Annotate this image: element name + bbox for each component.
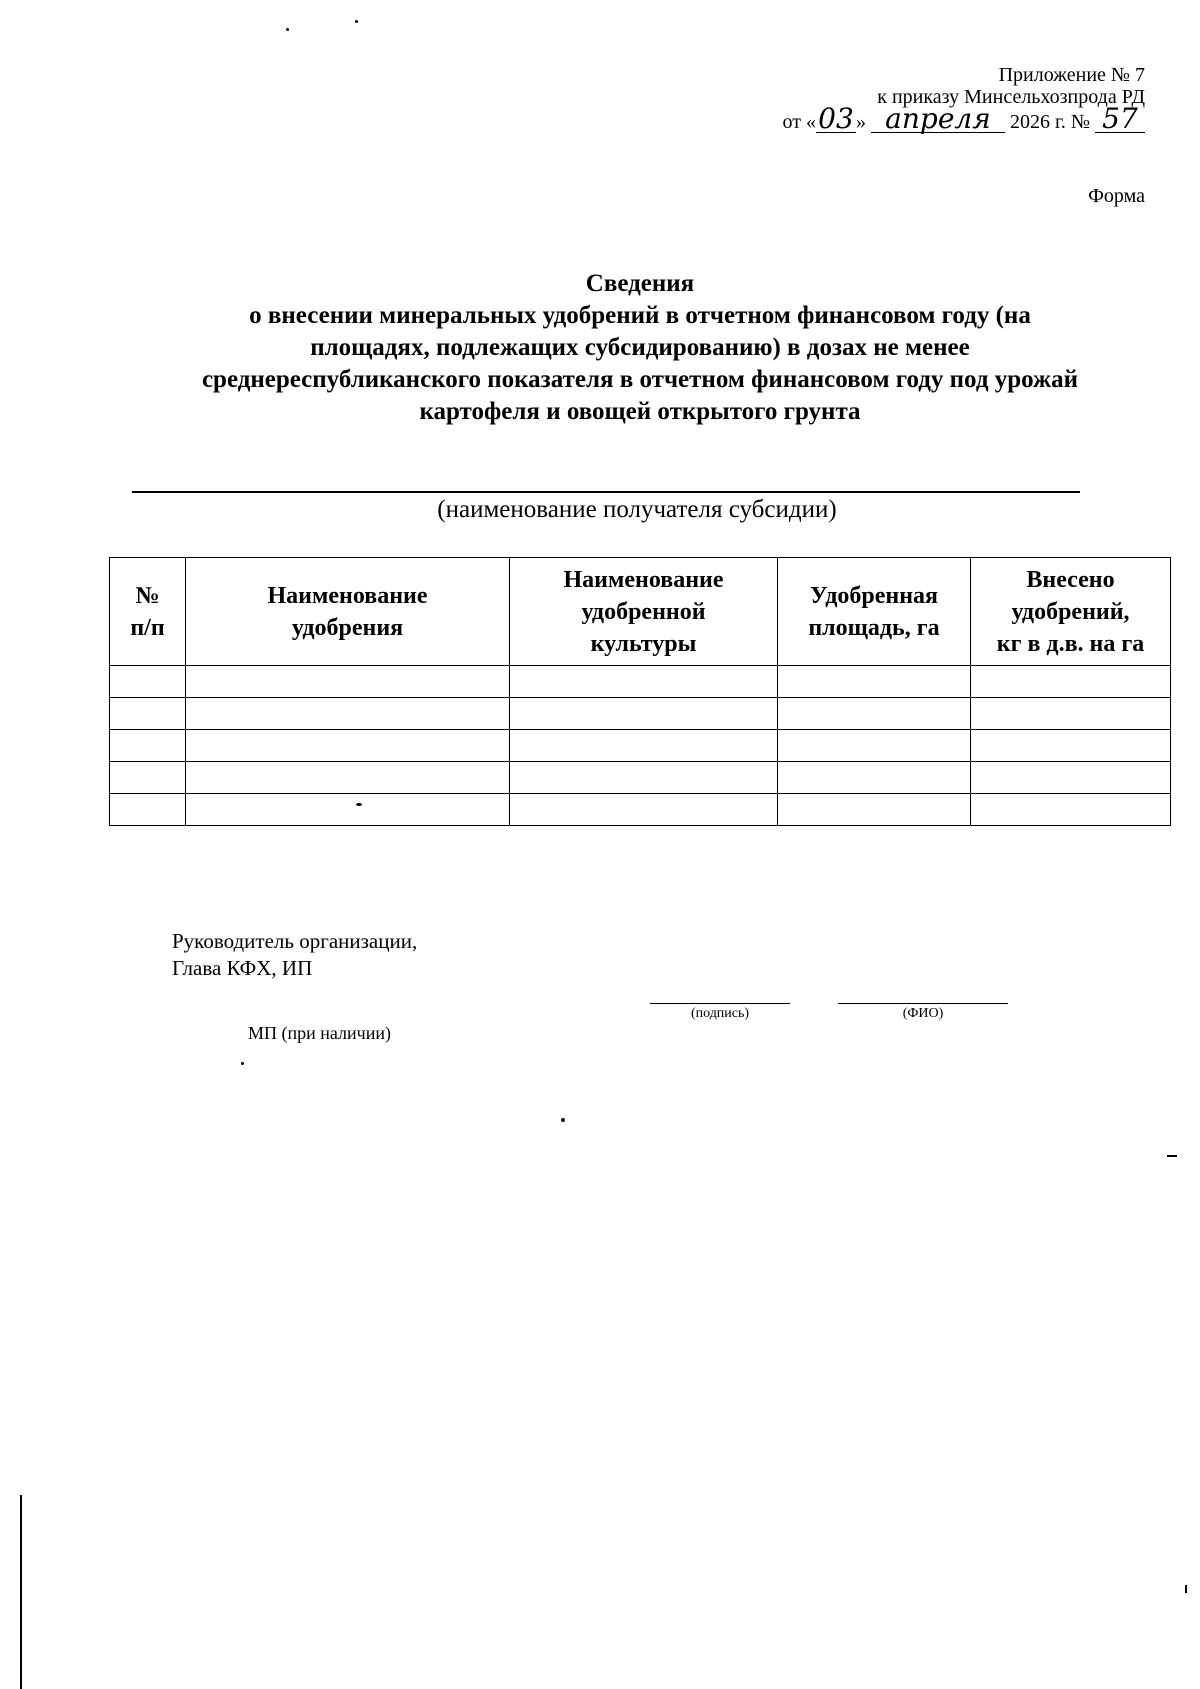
table-cell bbox=[510, 794, 778, 826]
order-date-line bbox=[782, 102, 1145, 135]
document-title bbox=[120, 268, 1160, 428]
recipient-caption: (наименование получателя субсидии) bbox=[437, 496, 837, 523]
table-cell bbox=[110, 698, 186, 730]
table-cell bbox=[186, 730, 510, 762]
table-row bbox=[110, 666, 1171, 698]
signature-caption: (подпись) bbox=[690, 1006, 750, 1021]
date-month-handwritten: апреля bbox=[871, 106, 1005, 133]
full-name-caption: (ФИО) bbox=[902, 1006, 944, 1021]
appendix-number: Приложение № 7 bbox=[998, 64, 1145, 86]
table-cell bbox=[510, 762, 778, 794]
column-header-fertilized-area: Удобренная площадь, га bbox=[778, 558, 971, 666]
stamp-label: МП (при наличии) bbox=[248, 1023, 391, 1043]
table-cell bbox=[110, 794, 186, 826]
date-prefix: от « bbox=[782, 111, 816, 133]
column-header-applied-amount: Внесено удобрений, кг в д.в. на га bbox=[971, 558, 1171, 666]
scan-mark bbox=[1167, 1155, 1177, 1157]
table-cell bbox=[778, 794, 971, 826]
order-number-handwritten: 57 bbox=[1095, 106, 1145, 133]
table-cell bbox=[971, 762, 1171, 794]
fertilizer-table bbox=[109, 557, 1171, 826]
signature-line bbox=[650, 1003, 790, 1004]
scan-speck bbox=[356, 803, 362, 806]
date-quote-close: » bbox=[855, 111, 866, 133]
title-line: Сведения bbox=[585, 270, 695, 297]
table-cell bbox=[510, 666, 778, 698]
scan-speck bbox=[286, 28, 289, 31]
table-cell bbox=[778, 698, 971, 730]
order-reference: к приказу Минсельхозпрода РД bbox=[877, 86, 1145, 108]
table-cell bbox=[971, 730, 1171, 762]
table-cell bbox=[186, 698, 510, 730]
scan-speck bbox=[241, 1062, 244, 1065]
table-cell bbox=[971, 794, 1171, 826]
recipient-name-line bbox=[132, 491, 1080, 493]
title-line: картофеля и овощей открытого грунта bbox=[419, 398, 861, 425]
table-header-row bbox=[110, 558, 1171, 666]
title-line: среднереспубликанского показателя в отчетном финансовом году под урожай bbox=[201, 366, 1079, 393]
date-day-handwritten: 03 bbox=[816, 106, 856, 133]
form-label: Форма bbox=[1088, 185, 1145, 207]
table-cell bbox=[186, 794, 510, 826]
column-header-fertilizer-name: Наименование удобрения bbox=[186, 558, 510, 666]
table-cell bbox=[778, 730, 971, 762]
full-name-line bbox=[838, 1003, 1008, 1004]
table-row bbox=[110, 794, 1171, 826]
table-row bbox=[110, 698, 1171, 730]
date-year: 2026 г. № bbox=[1009, 111, 1090, 133]
table-cell bbox=[510, 730, 778, 762]
table-cell bbox=[110, 666, 186, 698]
title-line: площадях, подлежащих субсидированию) в дозах не менее bbox=[310, 334, 970, 361]
scan-speck bbox=[561, 1118, 565, 1122]
column-header-crop-name: Наименование удобренной культуры bbox=[510, 558, 778, 666]
table-cell bbox=[110, 730, 186, 762]
table-row bbox=[110, 730, 1171, 762]
farm-head-label: Глава КФХ, ИП bbox=[172, 956, 313, 980]
scan-edge-line bbox=[20, 1495, 22, 1689]
table-cell bbox=[971, 698, 1171, 730]
column-header-number: № п/п bbox=[110, 558, 186, 666]
table-body bbox=[110, 666, 1171, 826]
title-line: о внесении минеральных удобрений в отчетном финансовом году (на bbox=[249, 302, 1031, 329]
head-of-organization-label: Руководитель организации, bbox=[172, 929, 418, 953]
scan-mark bbox=[1185, 1585, 1187, 1593]
scan-speck bbox=[355, 20, 358, 23]
table-cell bbox=[110, 762, 186, 794]
table-cell bbox=[186, 762, 510, 794]
table-cell bbox=[971, 666, 1171, 698]
table-cell bbox=[778, 762, 971, 794]
table-cell bbox=[186, 666, 510, 698]
table-row bbox=[110, 762, 1171, 794]
table-cell bbox=[778, 666, 971, 698]
table-cell bbox=[510, 698, 778, 730]
